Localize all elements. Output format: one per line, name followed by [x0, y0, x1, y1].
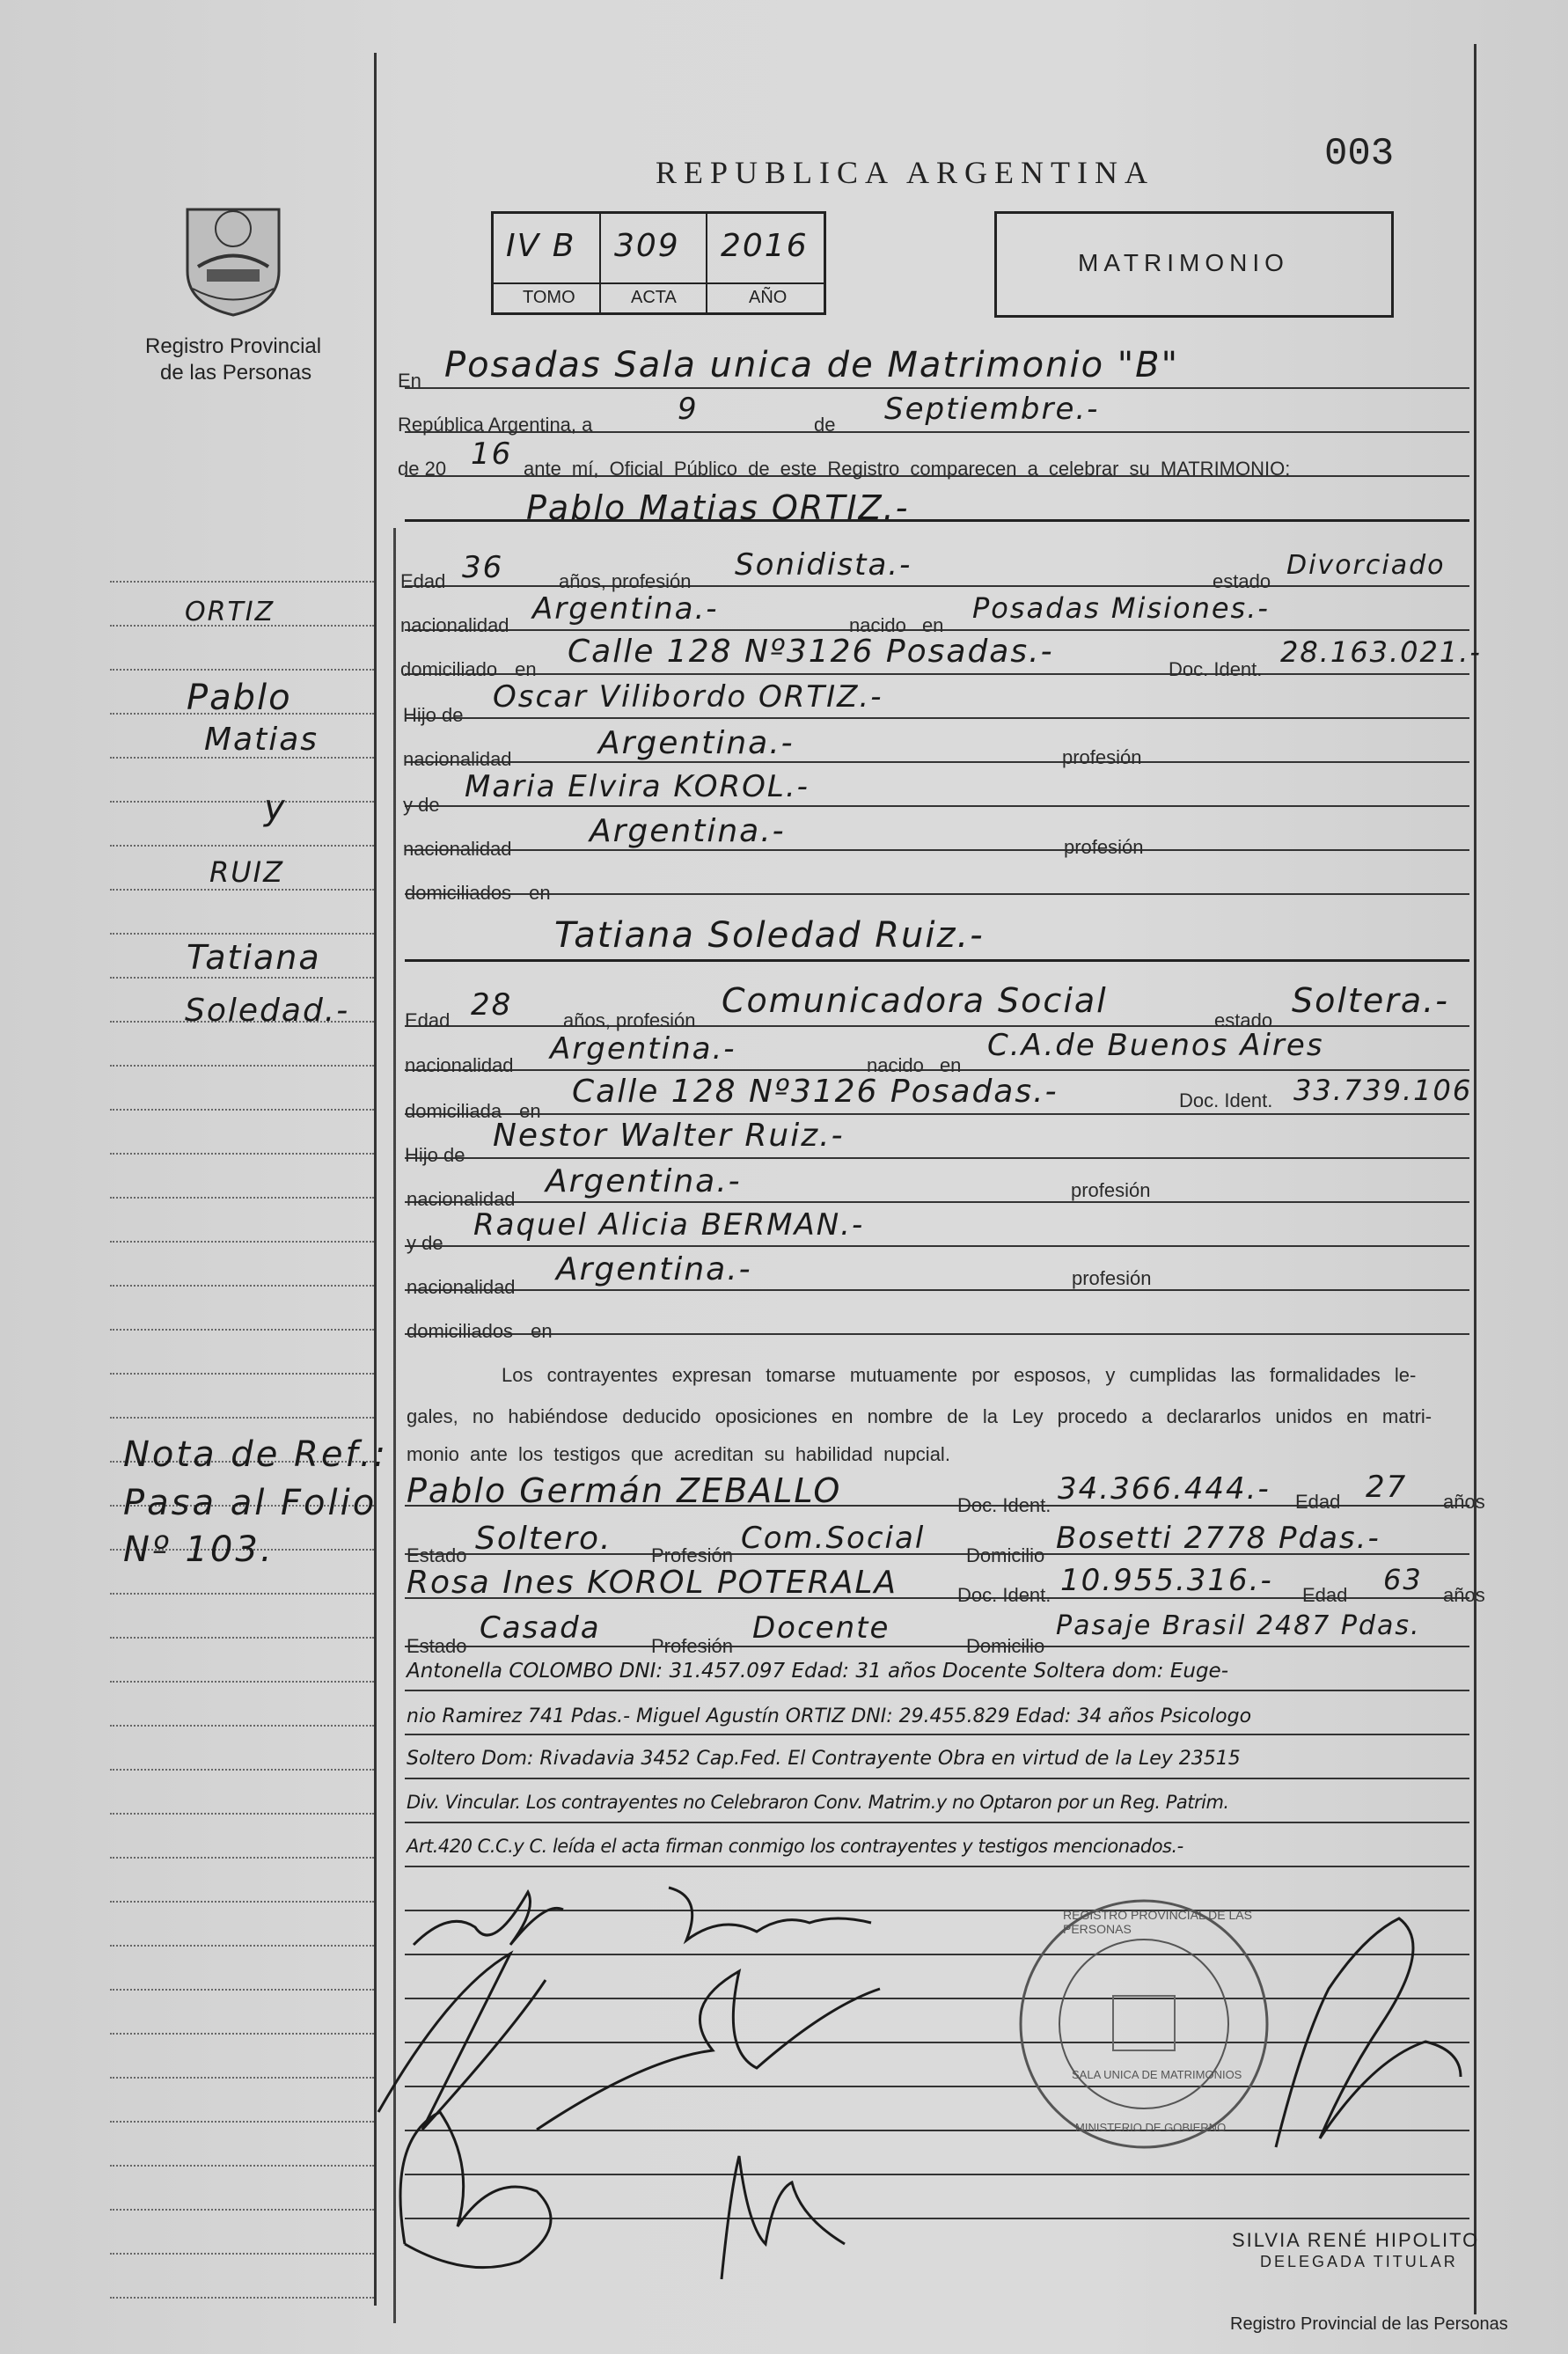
signature-3 [378, 1954, 546, 2130]
groom-father: Oscar Vilibordo ORTIZ.- [493, 679, 883, 715]
signature-official [1276, 1918, 1461, 2147]
declaration-line-2: gales, no habiéndose deducido oposiciones en nombre de la Ley procedo a declararlos unidos en matri- [407, 1405, 1432, 1427]
bride-father: Nestor Walter Ruiz.- [493, 1118, 845, 1154]
witness2-estado: Casada [480, 1610, 601, 1646]
page-title: REPUBLICA ARGENTINA [656, 155, 1155, 190]
margin-given-1b: Matias [204, 722, 319, 758]
margin-surname-2: RUIZ [209, 855, 285, 889]
page-number: 003 [1324, 132, 1395, 176]
margin-given-1a: Pablo [187, 678, 292, 718]
signature-6 [722, 2156, 845, 2279]
ceremony-day: 9 [678, 392, 699, 427]
note-line-5: Art.420 C.C.y C. leída el acta firman conmigo los contrayentes y testigos mencionados.- [407, 1836, 1183, 1857]
stamp-inner-text: SALA UNICA DE MATRIMONIOS [1072, 2068, 1242, 2081]
bride-anios-profesion-label: años, profesión [563, 1009, 696, 1031]
groom-mother-nac: Argentina.- [590, 813, 786, 849]
de-label: de [814, 414, 836, 436]
bride-profesion: Comunicadora Social [722, 981, 1108, 1020]
witness2-edad: 63 [1383, 1563, 1423, 1596]
groom-nac-label: nacionalidad [400, 614, 509, 636]
bride-nac-label: nacionalidad [405, 1054, 514, 1076]
statement: ante mí, Oficial Público de este Registro comparecen a celebrar su MATRIMONIO: [524, 458, 1291, 480]
bride-doc-label: Doc. Ident. [1179, 1089, 1273, 1111]
bride-nacido: C.A.de Buenos Aires [987, 1028, 1324, 1063]
groom-mother-prof-label: profesión [1064, 836, 1144, 858]
bride-father-nac: Argentina.- [546, 1163, 742, 1199]
groom-domicilio: Calle 128 Nº3126 Posadas.- [568, 634, 1054, 670]
official-role: DELEGADA TITULAR [1260, 2253, 1458, 2270]
witness1-anios-label: años [1443, 1491, 1485, 1513]
registry-name-1: Registro Provincial [145, 334, 322, 358]
margin-given-2a: Tatiana [187, 938, 321, 977]
witness1-name: Pablo Germán ZEBALLO [407, 1471, 842, 1510]
margin-note-2: Pasa al Folio [123, 1483, 377, 1523]
groom-father-nac: Argentina.- [598, 725, 795, 761]
margin-connector: y [264, 788, 287, 828]
witness1-edad-label: Edad [1295, 1491, 1341, 1513]
groom-father-nac-label: nacionalidad [403, 748, 512, 770]
bride-edad-label: Edad [405, 1009, 451, 1031]
anio-value: 2016 [721, 228, 809, 264]
witness2-anios-label: años [1443, 1584, 1485, 1606]
witness2-domicilio: Pasaje Brasil 2487 Pdas. [1056, 1610, 1421, 1641]
margin-note-3: Nº 103. [123, 1529, 275, 1570]
groom-full-name: Pablo Matias ORTIZ.- [526, 488, 910, 527]
bride-doc: 33.739.106 [1293, 1074, 1473, 1107]
bride-domicilio: Calle 128 Nº3126 Posadas.- [572, 1074, 1059, 1110]
note-line-4: Div. Vincular. Los contrayentes no Celebraron Conv. Matrim.y no Optaron por un Reg. Patrim. [407, 1792, 1229, 1813]
witness1-estado-label: Estado [407, 1544, 467, 1566]
tomo-label: TOMO [523, 288, 575, 307]
signature-2 [669, 1888, 871, 1940]
groom-estado: Divorciado [1286, 550, 1446, 581]
groom-father-label: Hijo de [403, 704, 464, 726]
margin-surname-1: ORTIZ [185, 597, 275, 627]
anio-label: AÑO [749, 288, 788, 307]
groom-doc-label: Doc. Ident. [1169, 658, 1263, 680]
witness1-profesion-label: Profesión [651, 1544, 733, 1566]
republic-label: República Argentina, a [398, 414, 593, 436]
note-line-2: nio Ramirez 741 Pdas.- Miguel Agustín ORTIZ DNI: 29.455.829 Edad: 34 años Psicologo [407, 1705, 1252, 1727]
groom-edad-label: Edad [400, 570, 446, 592]
witness2-doc-label: Doc. Ident. [957, 1584, 1051, 1606]
groom-nacido-label: nacido en [849, 614, 944, 636]
bride-mother-prof-label: profesión [1072, 1267, 1152, 1289]
bride-father-prof-label: profesión [1071, 1179, 1151, 1201]
witness2-edad-label: Edad [1302, 1584, 1348, 1606]
groom-father-prof-label: profesión [1062, 746, 1142, 768]
note-line-1: Antonella COLOMBO DNI: 31.457.097 Edad: 31 años Docente Soltera dom: Euge- [407, 1660, 1229, 1683]
groom-estado-label: estado [1213, 570, 1271, 592]
groom-nacionalidad: Argentina.- [532, 591, 719, 627]
witness1-estado: Soltero. [475, 1521, 612, 1557]
declaration-line-3: monio ante los testigos que acreditan su habilidad nupcial. [407, 1443, 950, 1465]
witness1-domicilio: Bosetti 2778 Pdas.- [1056, 1521, 1381, 1556]
witness1-domicilio-label: Domicilio [966, 1544, 1045, 1566]
witness1-edad: 27 [1366, 1470, 1408, 1505]
groom-anios-profesion-label: años, profesión [559, 570, 692, 592]
signature-1 [414, 1892, 563, 1945]
groom-doc: 28.163.021.- [1280, 635, 1482, 669]
witness2-profesion-label: Profesión [651, 1635, 733, 1657]
witness1-profesion: Com.Social [741, 1521, 926, 1556]
ceremony-month: Septiembre.- [884, 392, 1100, 427]
bride-nacido-label: nacido en [867, 1054, 962, 1076]
official-office: Registro Provincial de las Personas [1230, 2314, 1508, 2334]
margin-note-1: Nota de Ref.: [123, 1434, 388, 1475]
witness2-domicilio-label: Domicilio [966, 1635, 1045, 1657]
bride-mother: Raquel Alicia BERMAN.- [473, 1207, 865, 1243]
registry-name-2: de las Personas [160, 361, 312, 385]
ceremony-place: Posadas Sala unica de Matrimonio "B" [444, 345, 1179, 385]
groom-profesion: Sonidista.- [735, 547, 912, 583]
acta-value: 309 [614, 228, 680, 264]
tomo-value: IV B [506, 228, 576, 264]
bride-estado-label: estado [1214, 1009, 1273, 1031]
bride-edad: 28 [471, 987, 513, 1023]
groom-parents-dom-label: domiciliados en [405, 882, 551, 904]
witness2-estado-label: Estado [407, 1635, 467, 1657]
en-label: En [398, 370, 421, 392]
bride-mother-label: y de [407, 1232, 443, 1254]
bride-full-name: Tatiana Soledad Ruiz.- [554, 915, 985, 956]
note-line-3: Soltero Dom: Rivadavia 3452 Cap.Fed. El Contrayente Obra en virtud de la Ley 23515 [407, 1748, 1241, 1770]
groom-nacido: Posadas Misiones.- [972, 591, 1270, 625]
stamp-ring-text: REGISTRO PROVINCIAL DE LAS PERSONAS [1063, 1908, 1252, 1936]
official-stamp [1012, 1892, 1276, 2156]
record-type: MATRIMONIO [1078, 249, 1289, 276]
groom-mother-nac-label: nacionalidad [403, 838, 512, 860]
groom-mother: Maria Elvira KOROL.- [465, 769, 810, 804]
witness2-doc: 10.955.316.- [1060, 1563, 1273, 1598]
official-name: SILVIA RENÉ HIPOLITO [1232, 2229, 1480, 2251]
acta-label: ACTA [631, 288, 677, 307]
groom-edad: 36 [462, 550, 504, 585]
bride-father-nac-label: nacionalidad [407, 1188, 516, 1210]
year-prefix: de 20 [398, 458, 447, 480]
bride-dom-label: domiciliada en [405, 1100, 541, 1122]
signature-4 [537, 1971, 880, 2130]
witness2-name: Rosa Ines KOROL POTERALA [407, 1565, 898, 1601]
bride-parents-dom-label: domiciliados en [407, 1320, 553, 1342]
declaration-line-1: Los contrayentes expresan tomarse mutuamente por esposos, y cumplidas las formalidades le- [502, 1364, 1417, 1386]
witness1-doc: 34.366.444.- [1058, 1471, 1271, 1507]
bride-estado: Soltera.- [1292, 981, 1449, 1020]
stamp-bottom-text: MINISTERIO DE GOBIERNO [1075, 2121, 1227, 2134]
witness1-doc-label: Doc. Ident. [957, 1494, 1051, 1516]
bride-mother-nac: Argentina.- [556, 1251, 752, 1287]
groom-mother-label: y de [403, 794, 440, 816]
groom-dom-label: domiciliado en [400, 658, 537, 680]
margin-given-2b: Soledad.- [185, 993, 350, 1029]
ceremony-year: 16 [471, 436, 513, 472]
bride-nacionalidad: Argentina.- [550, 1031, 736, 1067]
bride-mother-nac-label: nacionalidad [407, 1276, 516, 1298]
bride-father-label: Hijo de [405, 1144, 465, 1166]
witness2-profesion: Docente [752, 1610, 890, 1646]
signature-5 [400, 2112, 551, 2268]
